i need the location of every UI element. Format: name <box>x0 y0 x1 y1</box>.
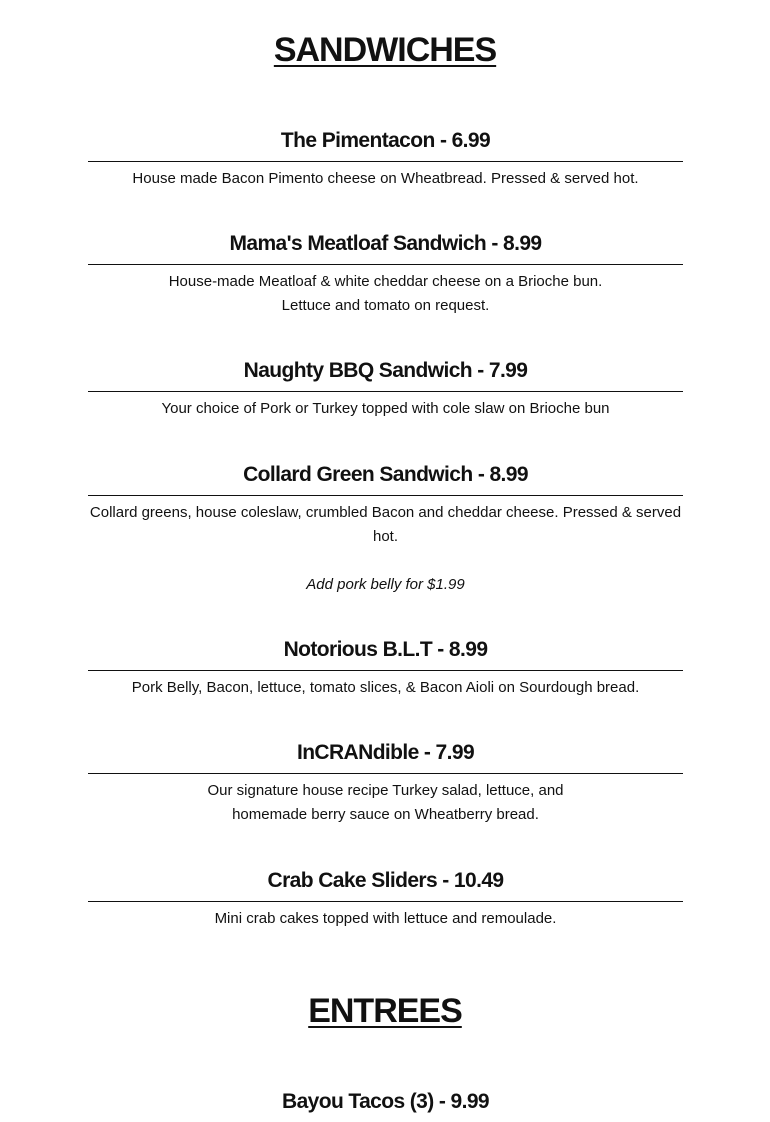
menu-item-collard-green-sandwich <box>88 461 683 597</box>
menu-item-pimentacon <box>88 127 683 191</box>
entrees-heading: ENTREES <box>308 992 462 1030</box>
menu-item-title: Collard Green Sandwich - 8.99 <box>243 463 528 486</box>
divider <box>88 901 683 902</box>
divider <box>88 161 683 162</box>
menu-item-incrandible <box>88 739 683 827</box>
menu-item-blt <box>88 636 683 700</box>
menu-item-title: The Pimentacon - 6.99 <box>280 129 491 152</box>
divider <box>88 391 683 392</box>
menu-item-meatloaf-sandwich <box>88 230 683 318</box>
menu-item-description: House-made Meatloaf & white cheddar cheese on a Brioche bun. Lettuce and tomato on request. <box>168 273 603 314</box>
menu-item-title: Notorious B.L.T - 8.99 <box>283 638 488 661</box>
menu-item-title: Bayou Tacos (3) - 9.99 <box>282 1090 489 1113</box>
divider <box>88 773 683 774</box>
menu-item-title: InCRANdible - 7.99 <box>296 741 475 764</box>
divider <box>88 670 683 671</box>
menu-item-bbq-sandwich <box>88 357 683 421</box>
divider <box>88 495 683 496</box>
menu-item-description: Your choice of Pork or Turkey topped with cole slaw on Brioche bun <box>161 400 610 417</box>
menu-item-description: House made Bacon Pimento cheese on Wheatbread. Pressed & served hot. <box>132 170 639 187</box>
menu-item-title: Mama's Meatloaf Sandwich - 8.99 <box>229 232 542 255</box>
menu-item-description: Our signature house recipe Turkey salad, lettuce, and homemade berry sauce on Wheatberry bread. <box>207 782 564 823</box>
menu-item-description: Collard greens, house coleslaw, crumbled Bacon and cheddar cheese. Pressed & served hot. <box>89 504 682 545</box>
menu-item-title: Crab Cake Sliders - 10.49 <box>267 869 504 892</box>
menu-item-bayou-tacos <box>88 1088 683 1116</box>
menu-item-title: Naughty BBQ Sandwich - 7.99 <box>243 359 528 382</box>
divider <box>88 264 683 265</box>
menu-item-add-on-note: Add pork belly for $1.99 <box>306 576 465 593</box>
menu-item-crab-cake-sliders <box>88 867 683 931</box>
sandwiches-heading: SANDWICHES <box>273 31 497 69</box>
menu-item-description: Pork Belly, Bacon, lettuce, tomato slices, & Bacon Aioli on Sourdough bread. <box>131 679 640 696</box>
menu-item-description: Mini crab cakes topped with lettuce and remoulade. <box>214 910 557 927</box>
